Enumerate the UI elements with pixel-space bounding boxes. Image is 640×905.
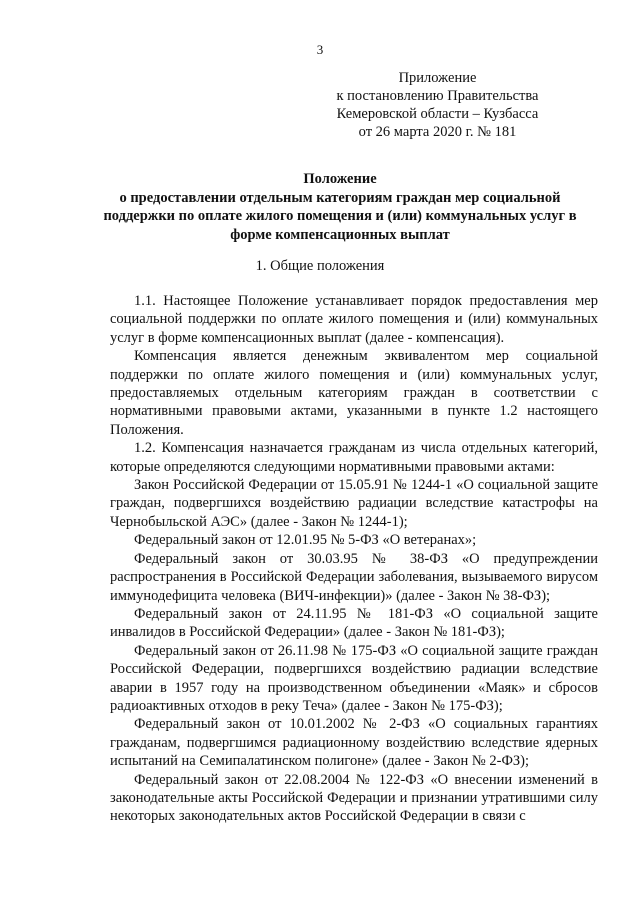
law-item-5-fz: Федеральный закон от 12.01.95 № 5-ФЗ «О ветеранах»; [134,532,477,549]
law-item-38-fz: Федеральный закон от 30.03.95 № 38-ФЗ «О предупреждении распространения в Российской Федерации заболевания, вызываемого вирусом иммунодефицита человека (ВИЧ-инфекции)» (далее - Закон № 38-ФЗ); [110,550,598,604]
approval-line-2: к постановлению Правительства [336,88,539,104]
document-title [70,170,610,244]
approval-line-4: от 26 марта 2020 г. № 181 [358,124,517,140]
title-line-1: Положение [303,171,377,187]
approval-block [330,69,545,141]
law-item-181-fz: Федеральный закон от 24.11.95 № 181-ФЗ «О социальной защите инвалидов в Российской Федерации» (далее - Закон № 181-ФЗ); [110,605,598,641]
law-item-175-fz: Федеральный закон от 26.11.98 № 175-ФЗ «О социальной защите граждан Российской Федерации, подвергшихся воздействию радиации вследствие аварии в 1957 году на производственном объединении «Маяк» и сбросов радиоактивных отходов в реку Теча» (далее - Закон № 175-ФЗ); [110,642,598,714]
approval-line-1: Приложение [398,70,477,86]
approval-line-3: Кемеровской области – Кузбасса [336,106,539,122]
law-item-1244-1: Закон Российской Федерации от 15.05.91 № 1244-1 «О социальной защите граждан, подвергшихся воздействию радиации вследствие катастрофы на Чернобыльской АЭС» (далее - Закон № 1244-1); [110,477,598,530]
title-line-2: о предоставлении отдельным категориям граждан мер социальной [119,189,561,206]
paragraph-1-1: 1.1. Настоящее Положение устанавливает порядок предоставления мер социальной поддержки по оплате жилого помещения и (или) коммунальных услуг в форме компенсационных выплат (далее - компенсация). [110,293,598,346]
document-body [110,292,598,826]
title-line-4: форме компенсационных выплат [230,226,450,243]
paragraph-1-2: 1.2. Компенсация назначается гражданам из числа отдельных категорий, которые определяются следующими нормативными правовыми актами: [110,440,598,475]
law-item-2-fz: Федеральный закон от 10.01.2002 № 2-ФЗ «О социальных гарантиях гражданам, подвергшимся радиационному воздействию вследствие ядерных испытаний на Семипалатинском полигоне» (далее - Закон № 2-ФЗ); [110,716,598,770]
page-number: 3 [316,42,324,57]
law-item-122-fz: Федеральный закон от 22.08.2004 № 122-ФЗ «О внесении изменений в законодательные акты Российской Федерации и признании утратившими силу некоторых законодательных актов Российской Федерации в связи с [110,771,598,825]
section-heading: 1. Общие положения [255,258,385,274]
paragraph-compensation-definition: Компенсация является денежным эквивалентом мер социальной поддержки по оплате жилого помещения и (или) коммунальных услуг, предоставляемых отдельным категориям граждан в соответствии с нормативными правовыми актами, указанными в пункте 1.2 настоящего Положения. [110,348,598,438]
title-line-3: поддержки по оплате жилого помещения и (или) коммунальных услуг в [103,208,577,224]
